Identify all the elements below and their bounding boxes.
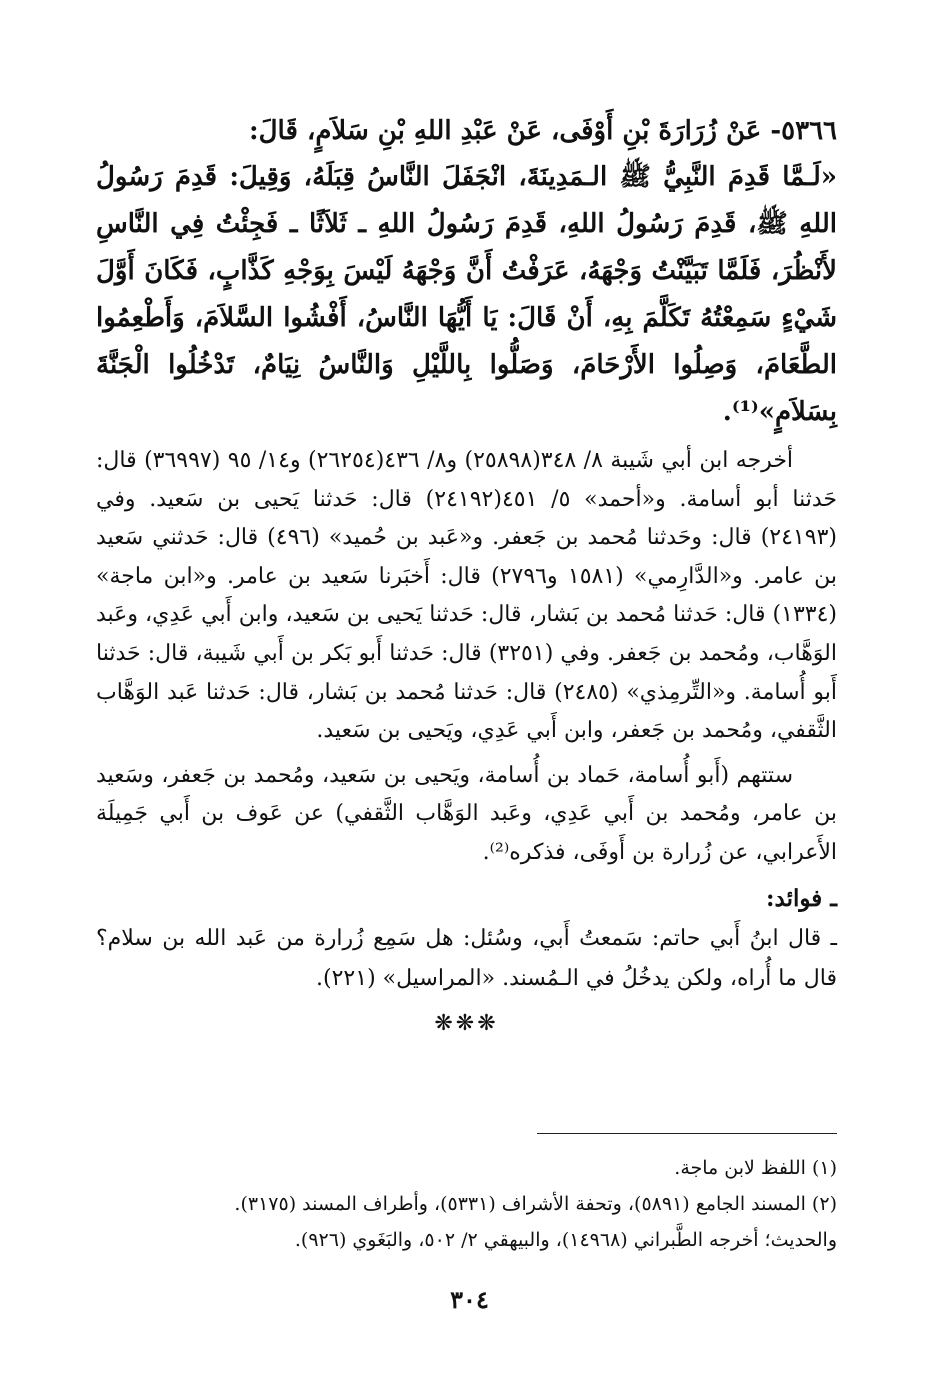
hadith-text: «لَـمَّا قَدِمَ النَّبِيُّ ﷺ الـمَدِينَةَ، انْجَفَلَ النَّاسُ قِبَلَهُ، وَقِيلَ: قَدِمَ رَسُولُ اللهِ ﷺ، قَدِمَ رَسُولُ اللهِ، قَدِمَ رَسُولُ اللهِ ـ ثَلاَثًا ـ فَجِئْتُ فِي النَّاسِ لأَنْظُرَ، فَلَمَّا تَبَيَّنْتُ وَجْهَهُ، عَرَفْتُ أَنَّ وَجْهَهُ لَيْسَ بِوَجْهِ كَذَّابٍ، فَكَانَ أَوَّلَ شَيْءٍ سَمِعْتُهُ تَكَلَّمَ بِهِ، أَنْ قَالَ: يَا أَيُّهَا النَّاسُ، أَفْشُوا السَّلاَمَ، وَأَطْعِمُوا الطَّعَامَ، وَصِلُوا الأَرْحَامَ، وَصَلُّوا بِاللَّيْلِ وَالنَّاسُ نِيَامٌ، تَدْخُلُوا الْجَنَّةَ بِسَلاَمٍ»⁽¹⁾. [96,162,837,427]
footnote-1: (١) اللفظ لابن ماجة. [674,1157,837,1179]
page-number: ٣٠٤ [450,1285,489,1314]
footnote-divider [537,1133,837,1134]
fawaid-text: ـ قال ابنُ أَبي حاتم: سَمعتُ أَبي، وسُئل: هل سَمِع زُرارة من عَبد الله بن سلام؟ قال ما أُراه، ولكن يدخُلُ في الـمُسند. «المراسيل» (٢٢١). [96,925,837,991]
section-separator: ❋❋❋ [434,1010,499,1036]
footnote-2-continuation: والحديث؛ أخرجه الطَّبراني (١٤٩٦٨)، والبيهقي ٢/ ٥٠٢، والبَغَوي (٩٢٦). [294,1229,837,1251]
takhrij-paragraph: أخرجه ابن أبي شَيبة ٨/ ٣٤٨(٢٥٨٩٨) و٨/ ٤٣٦(٢٦٢٥٤) و١٤/ ٩٥ (٣٦٩٩٧) قال: حَدثنا أبو أسامة. و«أحمد» ٥/ ٤٥١(٢٤١٩٢) قال: حَدثنا يَحيى بن سَعيد. وفي (٢٤١٩٣) قال: وحَدثنا مُحمد بن جَعفر. و«عَبد بن حُميد» (٤٩٦) قال: حَدثني سَعيد بن عامر. و«الدَّارِمي» (١٥٨١ و٢٧٩٦) قال: أَخبَرنا سَعيد بن عامر. و«ابن ماجة» (١٣٣٤) قال: حَدثنا مُحمد بن بَشار، قال: حَدثنا يَحيى بن سَعيد، وابن أَبي عَدِي، وعَبد الوَهَّاب، ومُحمد بن جَعفر. وفي (٣٢٥١) قال: حَدثنا أَبو بَكر بن أَبي شَيبة، قال: حَدثنا أَبو أُسامة. و«التِّرمِذي» (٢٤٨٥) قال: حَدثنا مُحمد بن بَشار، قال: حَدثنا عَبد الوَهَّاب الثَّقفي، ومُحمد بن جَعفر، وابن أَبي عَدِي، ويَحيى بن سَعيد. [96,448,838,744]
footnotes [96,1150,837,1258]
hadith-heading: ٥٣٦٦- عَنْ زُرَارَةَ بْنِ أَوْفَى، عَنْ عَبْدِ اللهِ بْنِ سَلاَمٍ، قَالَ: [249,116,837,146]
chain-summary-paragraph: ستتهم (أَبو أُسامة، حَماد بن أُسامة، ويَحيى بن سَعيد، ومُحمد بن جَعفر، وسَعيد بن عامر، ومُحمد بن أَبي عَدِي، وعَبد الوَهَّاب الثَّقفي) عن عَوف بن أَبي جَمِيلَة الأَعرابي، عن زُرارة بن أَوفَى، فذكره⁽²⁾. [96,762,837,865]
footnote-2: (٢) المسند الجامع (٥٨٩١)، وتحفة الأشراف (٥٣٣١)، وأطراف المسند (٣١٧٥). [234,1193,837,1215]
fawaid-heading: ـ فوائد: [766,884,837,912]
